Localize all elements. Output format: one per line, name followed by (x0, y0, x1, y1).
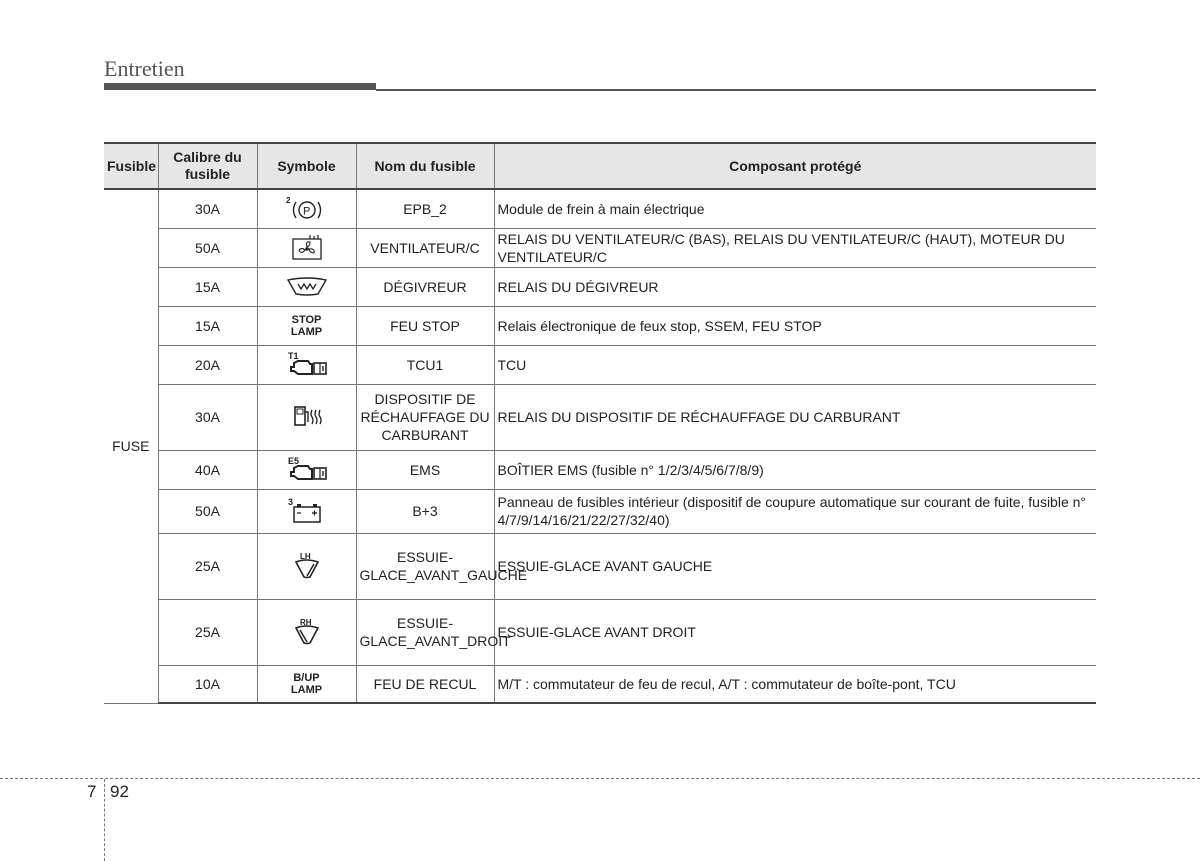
header-divider-thin (376, 89, 1096, 91)
battery-icon (272, 496, 342, 526)
protected-component: M/T : commutateur de feu de recul, A/T : commutateur de boîte-pont, TCU (494, 665, 1096, 703)
parking-brake-icon (272, 194, 342, 224)
table-row (104, 450, 1096, 489)
fuse-name: B+3 (356, 489, 494, 533)
svg-text:RH: RH (299, 618, 312, 627)
protected-component: Module de frein à main électrique (494, 189, 1096, 228)
symbol-cell (257, 665, 356, 703)
column-header-calibre: Calibre du fusible (158, 143, 257, 189)
fuse-name: VENTILATEUR/C (356, 228, 494, 267)
table-row (104, 384, 1096, 450)
protected-component: TCU (494, 345, 1096, 384)
fuse-rating: 25A (158, 599, 257, 665)
fuse-name: DISPOSITIF DE RÉCHAUFFAGE DU CARBURANT (356, 384, 494, 450)
protected-component: Panneau de fusibles intérieur (dispositif de coupure automatique sur courant de fuite, fusible n° 4/7/9/14/16/21/22/27/32/40) (494, 489, 1096, 533)
symbol-cell (257, 489, 356, 533)
table-header-row (104, 143, 1096, 189)
symbol-cell (257, 533, 356, 599)
svg-text:2: 2 (285, 195, 290, 205)
symbol-cell (257, 228, 356, 267)
table-row (104, 665, 1096, 703)
table-row (104, 228, 1096, 267)
symbol-cell (257, 599, 356, 665)
table-row (104, 267, 1096, 306)
table-row (104, 189, 1096, 228)
column-header-fusible: Fusible (104, 143, 158, 189)
fuse-rating: 20A (158, 345, 257, 384)
fuse-rating: 50A (158, 228, 257, 267)
svg-text:LH: LH (299, 552, 311, 561)
fuse-rating: 25A (158, 533, 257, 599)
column-header-composant: Composant protégé (494, 143, 1096, 189)
symbol-cell (257, 267, 356, 306)
protected-component: ESSUIE-GLACE AVANT GAUCHE (494, 533, 1096, 599)
svg-text:E5: E5 (287, 455, 299, 466)
protected-component: RELAIS DU DISPOSITIF DE RÉCHAUFFAGE DU CARBURANT (494, 384, 1096, 450)
stop-lamp-label: STOP LAMP (290, 313, 323, 338)
fuse-name: FEU DE RECUL (356, 665, 494, 703)
fuse-name: EPB_2 (356, 189, 494, 228)
fuse-rating: 50A (158, 489, 257, 533)
fuse-rating: 40A (158, 450, 257, 489)
fuse-rating: 30A (158, 384, 257, 450)
wiper-icon (272, 551, 342, 581)
fuel-heater-icon (272, 402, 342, 432)
table-row (104, 345, 1096, 384)
table-row (104, 533, 1096, 599)
svg-text:3: 3 (287, 497, 293, 507)
fuse-rating: 30A (158, 189, 257, 228)
svg-text:P: P (302, 205, 310, 218)
protected-component: BOÎTIER EMS (fusible n° 1/2/3/4/5/6/7/8/9) (494, 450, 1096, 489)
table-row (104, 489, 1096, 533)
fuse-name: ESSUIE-GLACE_AVANT_DROIT (356, 599, 494, 665)
fuse-rating: 15A (158, 306, 257, 345)
protected-component: ESSUIE-GLACE AVANT DROIT (494, 599, 1096, 665)
fuse-table (104, 142, 1096, 704)
fuse-name: DÉGIVREUR (356, 267, 494, 306)
symbol-cell (257, 189, 356, 228)
column-header-nom: Nom du fusible (356, 143, 494, 189)
fuse-name: FEU STOP (356, 306, 494, 345)
engine-manual-icon (272, 455, 342, 485)
fuse-rating: 10A (158, 665, 257, 703)
fan-icon (272, 233, 342, 263)
protected-component: RELAIS DU DÉGIVREUR (494, 267, 1096, 306)
backup-lamp-label: B/UP LAMP (290, 671, 323, 696)
page-section-title: Entretien (104, 56, 185, 81)
engine-manual-icon (272, 350, 342, 380)
symbol-cell (257, 306, 356, 345)
page-number: 92 (110, 782, 129, 801)
fuse-name: ESSUIE-GLACE_AVANT_GAUCHE (356, 533, 494, 599)
fuse-group-label: FUSE (104, 189, 158, 703)
rear-defrost-icon (272, 272, 342, 302)
fuse-name: TCU1 (356, 345, 494, 384)
fuse-name: EMS (356, 450, 494, 489)
svg-text:T1: T1 (287, 350, 299, 361)
symbol-cell (257, 450, 356, 489)
header-divider-thick (104, 83, 376, 90)
fuse-rating: 15A (158, 267, 257, 306)
symbol-cell (257, 345, 356, 384)
protected-component: Relais électronique de feux stop, SSEM, FEU STOP (494, 306, 1096, 345)
chapter-number: 7 (87, 782, 97, 801)
protected-component: RELAIS DU VENTILATEUR/C (BAS), RELAIS DU VENTILATEUR/C (HAUT), MOTEUR DU VENTILATEUR/C (494, 228, 1096, 267)
footer-vertical-divider (104, 779, 105, 861)
footer-divider (0, 778, 1200, 779)
table-row (104, 306, 1096, 345)
symbol-cell (257, 384, 356, 450)
table-row (104, 599, 1096, 665)
column-header-symbole: Symbole (257, 143, 356, 189)
wiper-icon (272, 617, 342, 647)
